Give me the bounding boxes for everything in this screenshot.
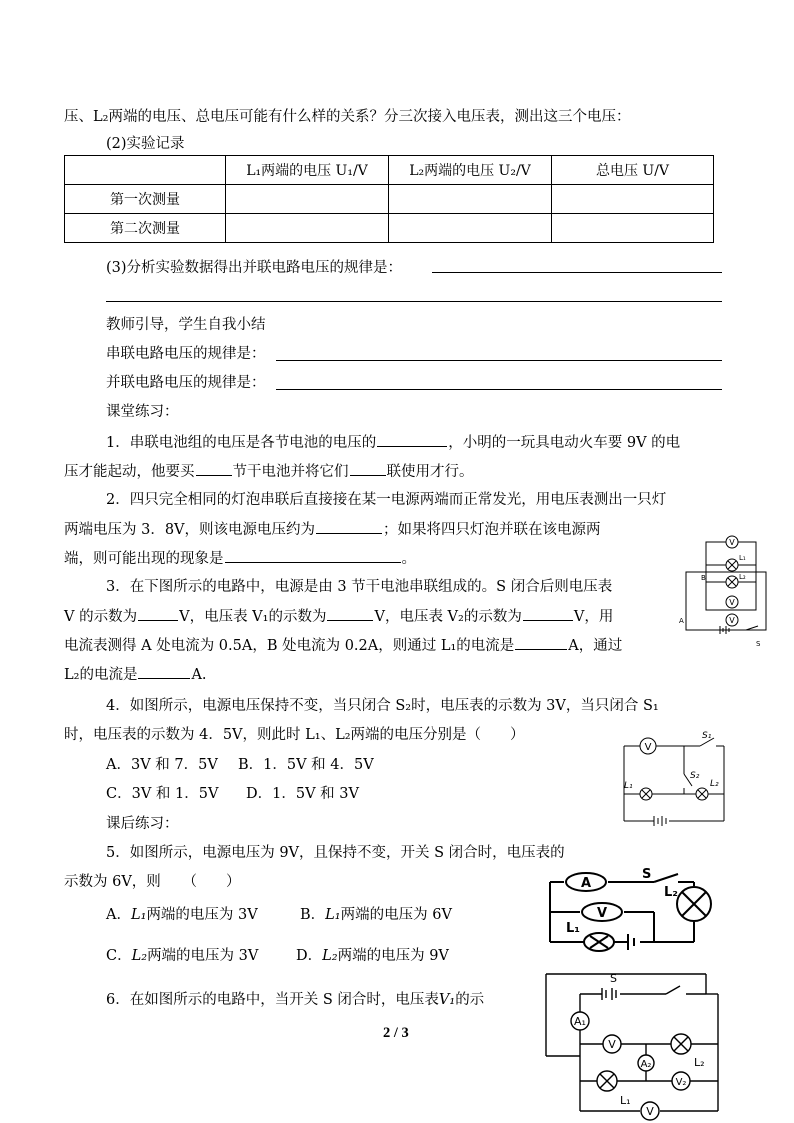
table-header-row — [65, 156, 714, 185]
summary-title: 教师引导，学生自我小结 — [106, 317, 266, 333]
table-cell — [226, 214, 389, 243]
voltmeter-label: V — [729, 538, 735, 547]
series-rule-prompt: 串联电路电压的规律是： — [106, 346, 266, 362]
l1-symbol: L₁ — [325, 907, 341, 923]
answer-line — [106, 301, 722, 302]
question-2-line-3 — [64, 548, 416, 569]
ammeter-label: A₂ — [640, 1059, 652, 1070]
question-4-option-b: B．1．5V 和 4．5V — [238, 757, 374, 773]
page-number: 2 / 3 — [383, 1025, 409, 1041]
circuit-diagram-q6 — [540, 966, 730, 1123]
voltmeter-label: V — [646, 1105, 654, 1118]
experiment-record-title: (2)实验记录 — [106, 136, 185, 152]
question-3-line-3 — [64, 635, 622, 656]
q3-text: A. — [191, 667, 207, 683]
circuit-diagram-q3 — [676, 530, 776, 650]
ammeter-label: A₁ — [574, 1015, 586, 1028]
lamp-label: L₁ — [620, 1094, 631, 1107]
q5-text: 两端的电压为 3V — [147, 948, 259, 964]
lamp-label: L₁ — [624, 781, 633, 791]
q5-text: 两端的电压为 3V — [146, 907, 258, 923]
q5-text: D． — [296, 948, 323, 964]
table-cell: 第一次测量 — [65, 185, 226, 214]
question-5-option-b — [300, 905, 452, 925]
lamp-label: L₂ — [694, 1056, 705, 1069]
q5-text: A． — [106, 907, 131, 923]
table-cell — [226, 185, 389, 214]
parallel-rule-prompt: 并联电路电压的规律是： — [106, 375, 266, 391]
table-cell — [389, 185, 552, 214]
analysis-prompt: (3)分析实验数据得出并联电路电压的规律是： — [106, 260, 403, 276]
q3-text: L₂的电流是 — [64, 667, 138, 683]
classroom-title: 课堂练习： — [106, 404, 179, 420]
q3-text: V，电压表 V₁的示数为 — [179, 609, 327, 625]
table-row — [65, 214, 714, 243]
switch-label: S — [756, 640, 761, 648]
question-3-line-4 — [64, 664, 207, 685]
point-label: A — [679, 617, 684, 625]
q1-text: ，小明的一玩具电动火车要 9V 的电 — [448, 435, 681, 451]
ammeter-label: A — [580, 876, 592, 891]
q1-text: 节干电池并将它们 — [232, 464, 349, 480]
question-1-line-1 — [106, 432, 680, 453]
q2-text: ；如果将四只灯泡并联在该电源两 — [383, 522, 601, 538]
l1-symbol: L₁ — [130, 907, 147, 923]
intro-text: 压、L₂两端的电压、总电压可能有什么样的关系？分三次接入电压表，测出这三个电压： — [64, 109, 631, 125]
answer-blank — [316, 519, 382, 534]
question-4-option-a: A．3V 和 7．5V — [106, 757, 218, 773]
q5-text: 两端的电压为 9V — [337, 948, 449, 964]
question-5-option-a — [106, 905, 258, 925]
l2-symbol: L₂ — [322, 948, 338, 964]
question-2-line-1: 2．四只完全相同的灯泡串联后直接接在某一电源两端而正常发光，用电压表测出一只灯 — [106, 492, 667, 508]
table-header-cell — [65, 156, 226, 185]
q2-text: 端，则可能出现的现象是 — [64, 551, 224, 567]
question-4-line-1: 4．如图所示，电源电压保持不变，当只闭合 S₂时，电压表的示数为 3V，当只闭合 S₁ — [106, 698, 659, 714]
q3-text: A，通过 — [568, 638, 623, 654]
homework-title: 课后练习： — [106, 816, 179, 832]
question-3-line-1: 3．在下图所示的电路中，电源是由 3 节干电池串联组成的。S 闭合后则电压表 — [106, 579, 613, 595]
table-cell — [552, 185, 714, 214]
q3-text: V，电压表 V₂的示数为 — [374, 609, 522, 625]
q5-text: 两端的电压为 6V — [340, 907, 452, 923]
question-4-line-2: 时，电压表的示数为 4．5V，则此时 L₁、L₂两端的电压分别是（ ） — [64, 727, 525, 743]
answer-line — [276, 389, 722, 390]
q3-text: V 的示数为 — [64, 609, 138, 625]
question-4-option-c: C．3V 和 1．5V — [106, 786, 219, 802]
answer-blank — [350, 461, 386, 476]
table-header-cell: L₁两端的电压 U₁/V — [226, 156, 389, 185]
circuit-diagram-q5 — [544, 866, 720, 952]
q6-text: 的示 — [455, 992, 485, 1008]
answer-line — [432, 272, 722, 273]
switch-label: S — [642, 867, 652, 882]
q6-text: 6．在如图所示的电路中，当开关 S 闭合时，电压表 — [106, 992, 439, 1008]
question-3-line-2 — [64, 606, 613, 627]
q1-text: 1．串联电池组的电压是各节电池的电压的 — [106, 435, 377, 451]
l2-symbol: L₂ — [131, 948, 148, 964]
answer-blank — [138, 606, 178, 621]
q3-text: 电流表测得 A 处电流为 0.5A，B 处电流为 0.2A，则通过 L₁的电流是 — [64, 638, 515, 654]
answer-line — [276, 360, 722, 361]
answer-blank — [377, 432, 447, 447]
q1-text: 压才能起动，他要买 — [64, 464, 195, 480]
question-6-line-1 — [106, 990, 484, 1010]
record-table — [64, 155, 714, 243]
switch-label: S — [610, 972, 617, 985]
question-5-line-1: 5．如图所示，电源电压为 9V，且保持不变，开关 S 闭合时，电压表的 — [106, 845, 565, 861]
q1-text: 联使用才行。 — [386, 464, 474, 480]
switch-label: S₂ — [690, 771, 700, 781]
answer-blank — [138, 664, 190, 679]
voltmeter-label: V — [729, 616, 735, 625]
lamp-label: L₂ — [739, 573, 746, 581]
question-1-line-2 — [64, 461, 474, 482]
lamp-label: L₂ — [664, 885, 678, 900]
voltmeter-label: V — [608, 1038, 616, 1051]
voltmeter-label: V — [729, 598, 735, 607]
question-5-option-c — [106, 946, 258, 966]
question-4-option-d: D．1．5V 和 3V — [246, 786, 359, 802]
table-cell: 第二次测量 — [65, 214, 226, 243]
answer-blank — [196, 461, 232, 476]
q2-text: 两端电压为 3．8V，则该电源电压约为 — [64, 522, 316, 538]
table-cell — [389, 214, 552, 243]
answer-blank — [515, 635, 567, 650]
answer-blank — [523, 606, 573, 621]
answer-blank — [327, 606, 373, 621]
table-header-cell: L₂两端的电压 U₂/V — [389, 156, 552, 185]
answer-blank — [225, 548, 401, 563]
circuit-diagram-q4 — [614, 726, 734, 836]
lamp-label: L₁ — [566, 921, 580, 936]
v1-symbol: V₁ — [438, 992, 456, 1008]
question-5-line-2: 示数为 6V，则 （ ） — [64, 874, 241, 890]
voltmeter-label: V — [596, 906, 608, 921]
q2-text: 。 — [401, 551, 416, 567]
switch-label: S₁ — [702, 731, 712, 741]
lamp-label: L₁ — [739, 554, 746, 562]
question-2-line-2 — [64, 519, 601, 540]
voltmeter-label: V — [644, 742, 652, 753]
table-row — [65, 185, 714, 214]
q5-text: C． — [106, 948, 132, 964]
table-header-cell: 总电压 U/V — [552, 156, 714, 185]
q5-text: B． — [300, 907, 326, 923]
table-cell — [552, 214, 714, 243]
q3-text: V，用 — [573, 609, 614, 625]
point-label: B — [701, 574, 706, 582]
lamp-label: L₂ — [710, 779, 719, 789]
voltmeter-label: V₂ — [675, 1077, 687, 1088]
question-5-option-d — [296, 946, 449, 966]
